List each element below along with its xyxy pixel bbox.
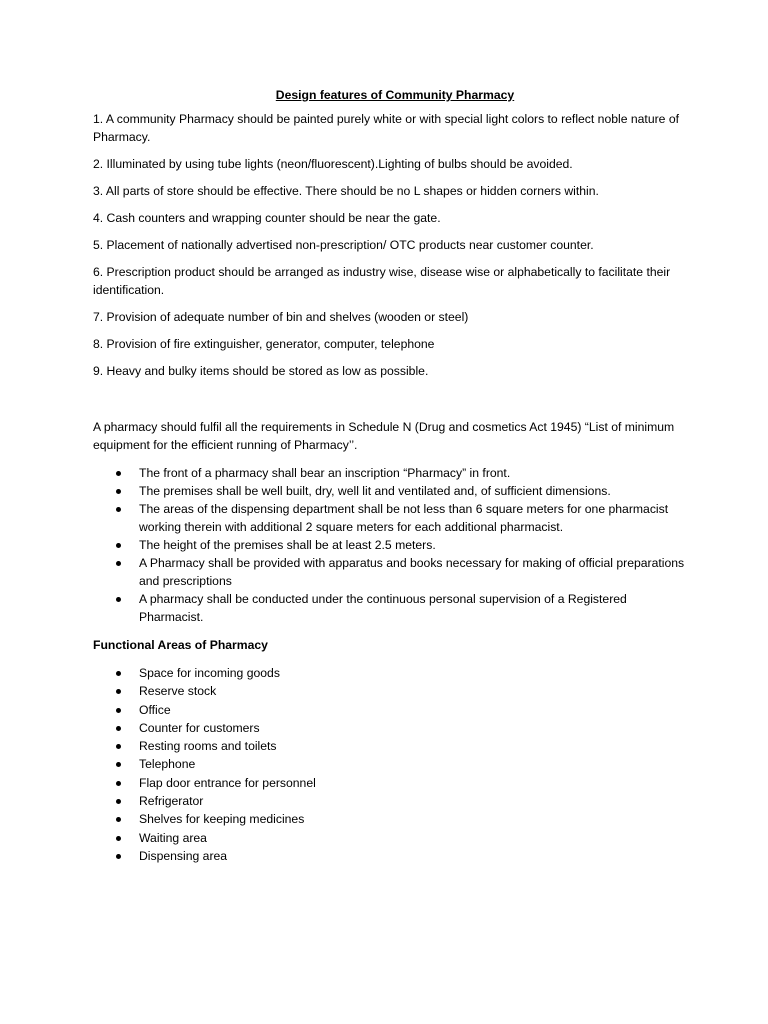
- requirement-item: [93, 590, 693, 626]
- bullet-icon: [116, 817, 121, 822]
- schedule-n-paragraph: A pharmacy should fulfil all the requirements in Schedule N (Drug and cosmetics Act 1945) “List of minimum equipment for the efficient running of Pharmacy’’.: [93, 420, 675, 452]
- design-feature-item: 7. Provision of adequate number of bin and shelves (wooden or steel): [93, 310, 469, 324]
- requirement-text: The front of a pharmacy shall bear an inscription “Pharmacy” in front.: [139, 466, 511, 480]
- document-title: Design features of Community Pharmacy: [275, 88, 515, 102]
- bullet-icon: [116, 671, 121, 676]
- bullet-icon: [116, 854, 121, 859]
- requirement-item: [93, 482, 693, 500]
- bullet-icon: [116, 744, 121, 749]
- functional-area-text: Resting rooms and toilets: [139, 739, 277, 754]
- bullet-icon: [116, 726, 121, 731]
- bullet-icon: [116, 799, 121, 804]
- bullet-icon: [116, 836, 121, 841]
- design-feature-item: 6. Prescription product should be arranged as industry wise, disease wise or alphabetically to facilitate their identification.: [93, 265, 671, 297]
- design-feature-item: 2. Illuminated by using tube lights (neon/fluorescent).Lighting of bulbs should be avoided.: [93, 157, 573, 171]
- functional-area-item: [93, 682, 693, 700]
- requirement-text: The areas of the dispensing department shall be not less than 6 square meters for one pharmacist working therein with additional 2 square meters for each additional pharmacist.: [139, 502, 669, 534]
- functional-area-text: Telephone: [139, 757, 196, 772]
- design-feature-item: 1. A community Pharmacy should be painted purely white or with special light colors to reflect noble nature of Pharmacy.: [93, 112, 679, 144]
- bullet-icon: [116, 781, 121, 786]
- functional-area-text: Reserve stock: [139, 684, 217, 699]
- functional-area-item: [93, 664, 693, 682]
- functional-area-text: Flap door entrance for personnel: [139, 775, 316, 790]
- functional-area-text: Shelves for keeping medicines: [139, 812, 305, 827]
- functional-areas-list: [93, 664, 693, 865]
- functional-area-item: [93, 810, 693, 828]
- functional-area-item: [93, 737, 693, 755]
- requirement-text: The premises shall be well built, dry, well lit and ventilated and, of sufficient dimensions.: [139, 484, 611, 498]
- functional-area-item: [93, 701, 693, 719]
- requirement-text: A pharmacy shall be conducted under the continuous personal supervision of a Registered Pharmacist.: [139, 592, 627, 624]
- requirements-list: [93, 464, 693, 626]
- bullet-icon: [116, 708, 121, 713]
- bullet-icon: [116, 543, 121, 548]
- bullet-icon: [116, 689, 121, 694]
- bullet-icon: [116, 489, 121, 494]
- requirement-item: [93, 464, 693, 482]
- design-feature-item: 9. Heavy and bulky items should be stored as low as possible.: [93, 364, 429, 378]
- bullet-icon: [116, 561, 121, 566]
- requirement-text: A Pharmacy shall be provided with apparatus and books necessary for making of official preparations and prescriptions: [139, 556, 685, 588]
- functional-area-text: Waiting area: [139, 830, 207, 845]
- design-features-list: [93, 110, 693, 380]
- functional-area-item: [93, 755, 693, 773]
- bullet-icon: [116, 762, 121, 767]
- bullet-icon: [116, 597, 121, 602]
- document-body: [93, 86, 693, 865]
- design-feature-item: 8. Provision of fire extinguisher, generator, computer, telephone: [93, 337, 435, 351]
- design-feature-item: 5. Placement of nationally advertised non-prescription/ OTC products near customer counter.: [93, 238, 594, 252]
- functional-area-item: [93, 847, 693, 865]
- functional-area-item: [93, 719, 693, 737]
- functional-area-text: Counter for customers: [139, 720, 260, 735]
- requirement-item: [93, 536, 693, 554]
- design-feature-item: 3. All parts of store should be effective. There should be no L shapes or hidden corners within.: [93, 184, 599, 198]
- functional-area-item: [93, 829, 693, 847]
- functional-areas-heading: Functional Areas of Pharmacy: [93, 638, 268, 652]
- functional-area-text: Refrigerator: [139, 794, 204, 809]
- requirement-text: The height of the premises shall be at least 2.5 meters.: [139, 538, 436, 552]
- functional-area-text: Dispensing area: [139, 848, 228, 863]
- requirement-item: [93, 500, 693, 536]
- bullet-icon: [116, 471, 121, 476]
- bullet-icon: [116, 507, 121, 512]
- design-feature-item: 4. Cash counters and wrapping counter should be near the gate.: [93, 211, 441, 225]
- functional-area-text: Space for incoming goods: [139, 666, 280, 680]
- functional-area-text: Office: [139, 702, 171, 717]
- functional-area-item: [93, 792, 693, 810]
- requirement-item: [93, 554, 693, 590]
- functional-area-item: [93, 774, 693, 792]
